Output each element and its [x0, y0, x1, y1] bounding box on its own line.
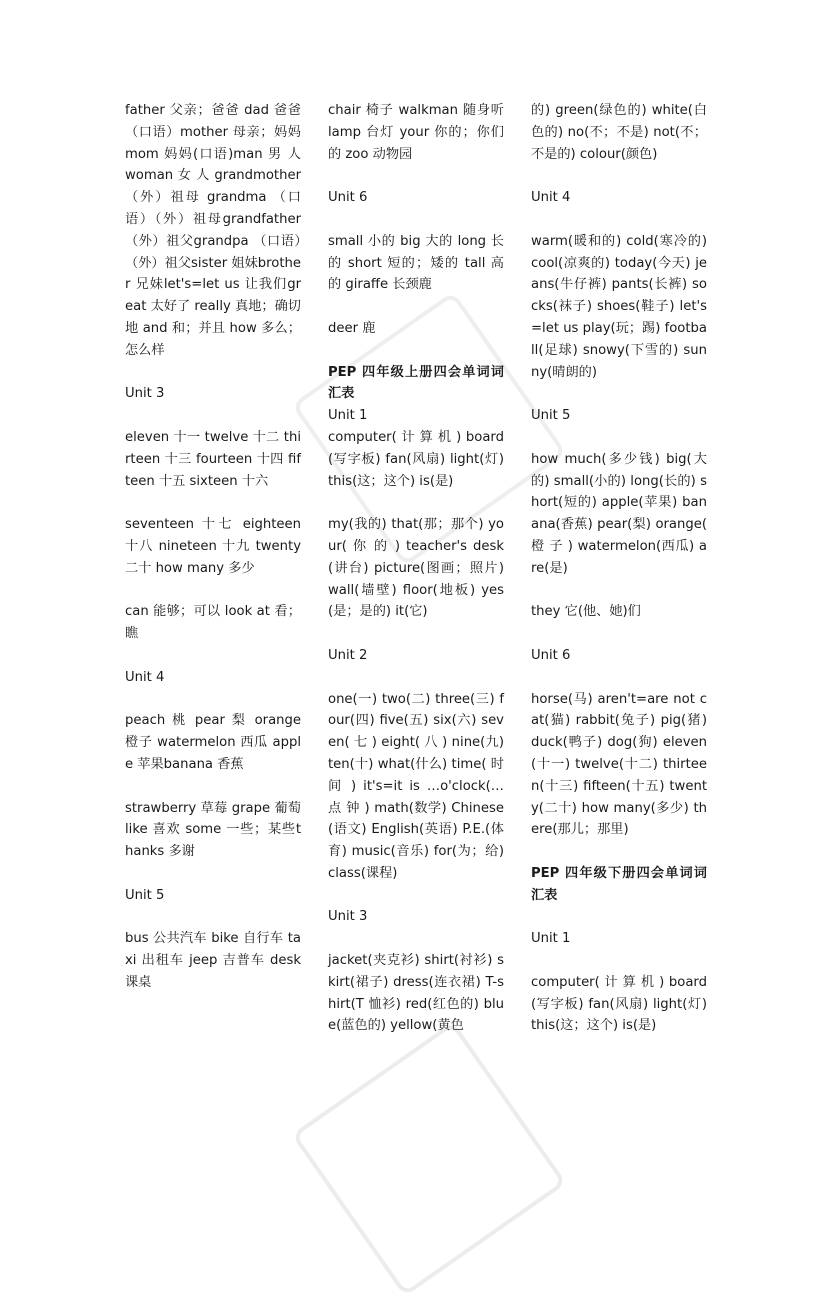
vocab-paragraph: strawberry 草莓 grape 葡萄 like 喜欢 some 一些；某些thanks 多谢: [125, 800, 301, 860]
section-heading: PEP 四年级上册四会单词词汇表: [328, 364, 504, 402]
section-heading: Unit 3: [328, 909, 368, 925]
section-heading: Unit 5: [125, 887, 165, 903]
section-heading: Unit 6: [531, 647, 571, 663]
column-left: [125, 100, 301, 1015]
section-heading: Unit 3: [125, 386, 165, 402]
section-heading: PEP 四年级下册四会单词词汇表: [531, 865, 707, 903]
section-heading: Unit 2: [328, 647, 368, 663]
section-heading: Unit 5: [531, 408, 571, 424]
section-heading: Unit 6: [328, 190, 368, 206]
vocab-paragraph: small 小的 big 大的 long 长的 short 短的；矮的 tall 高的 giraffe 长颈鹿: [328, 233, 504, 293]
vocab-paragraph: deer 鹿: [328, 320, 376, 336]
vocab-paragraph: 的) green(绿色的) white(白色的) no(不；不是) not(不；不是的) colour(颜色): [531, 103, 707, 162]
vocab-paragraph: jacket(夹克衫) shirt(衬衫) skirt(裙子) dress(连衣裙) T-shirt(T 恤衫) red(红色的) blue(蓝色的) yellow(黄色: [328, 953, 504, 1034]
vocab-paragraph: how much(多少钱) big(大的) small(小的) long(长的) short(短的) apple(苹果) banana(香蕉) pear(梨) orange( 橙 子 ) watermelon(西瓜) are(是): [531, 451, 707, 576]
vocab-paragraph: computer( 计 算 机 ) board(写字板) fan(风扇) light(灯) this(这；这个) is(是): [531, 974, 707, 1034]
vocab-paragraph: one(一) two(二) three(三) four(四) five(五) six(六) seven( 七 ) eight( 八 ) nine(九) ten(十) what(什么) time( 时 间 ) it's=it is …o'clock(… 点 钟 ) math(数学) Chinese(语文) English(英语) P.E.(体育) music(音乐) for(为；给) class(课程): [328, 691, 504, 881]
section-heading: Unit 1: [328, 408, 368, 424]
vocab-paragraph: computer( 计 算 机 ) board(写字板) fan(风扇) light(灯) this(这；这个) is(是): [328, 429, 504, 489]
column-right: [531, 100, 707, 1059]
vocab-paragraph: horse(马) aren't=are not cat(猫) rabbit(兔子) pig(猪) duck(鸭子) dog(狗) eleven(十一) twelve(十二) thirteen(十三) fifteen(十五) twenty(二十) how many(多少) there(那儿；那里): [531, 691, 707, 838]
vocab-paragraph: seventeen 十七 eighteen 十八 nineteen 十九 twenty 二十 how many 多少: [125, 517, 301, 576]
vocab-paragraph: bus 公共汽车 bike 自行车 taxi 出租车 jeep 吉普车 desk 课桌: [125, 931, 301, 990]
vocab-paragraph: they 它(他、她)们: [531, 604, 641, 620]
section-heading: Unit 4: [125, 669, 165, 685]
vocab-paragraph: warm(暖和的) cold(寒冷的) cool(凉爽的) today(今天) jeans(牛仔裤) pants(长裤) socks(袜子) shoes(鞋子) let's=let us play(玩；踢) football(足球) snowy(下雪的) sunny(晴朗的): [531, 233, 707, 380]
section-heading: Unit 4: [531, 190, 571, 206]
vocab-paragraph: peach 桃 pear 梨 orange 橙子 watermelon 西瓜 apple 苹果banana 香蕉: [125, 713, 301, 772]
vocab-paragraph: father 父亲；爸爸 dad 爸爸（口语）mother 母亲；妈妈mom 妈妈(口语)man 男 人 woman 女 人 grandmother （外）祖母 grandma （口语）（外）祖母grandfather （外）祖父grandpa （口语）（外）祖父sister 姐妹brother 兄妹let's=let us 让我们great 太好了 really 真地；确切地 and 和；并且 how 多么；怎么样: [125, 103, 301, 358]
vocab-paragraph: eleven 十一 twelve 十二 thirteen 十三 fourteen 十四 fifteen 十五 sixteen 十六: [125, 429, 301, 489]
column-middle: [328, 100, 504, 1059]
watermark-mark-lower: [291, 1021, 567, 1297]
vocab-paragraph: can 能够；可以 look at 看；瞧: [125, 604, 301, 642]
vocab-paragraph: my(我的) that(那；那个) your( 你 的 ) teacher's desk(讲台) picture(图画；照片) wall(墙壁) floor(地板) yes(是；是的) it(它): [328, 517, 504, 620]
section-heading: Unit 1: [531, 931, 571, 947]
vocab-paragraph: chair 椅子 walkman 随身听 lamp 台灯 your 你的；你们的 zoo 动物园: [328, 103, 504, 162]
